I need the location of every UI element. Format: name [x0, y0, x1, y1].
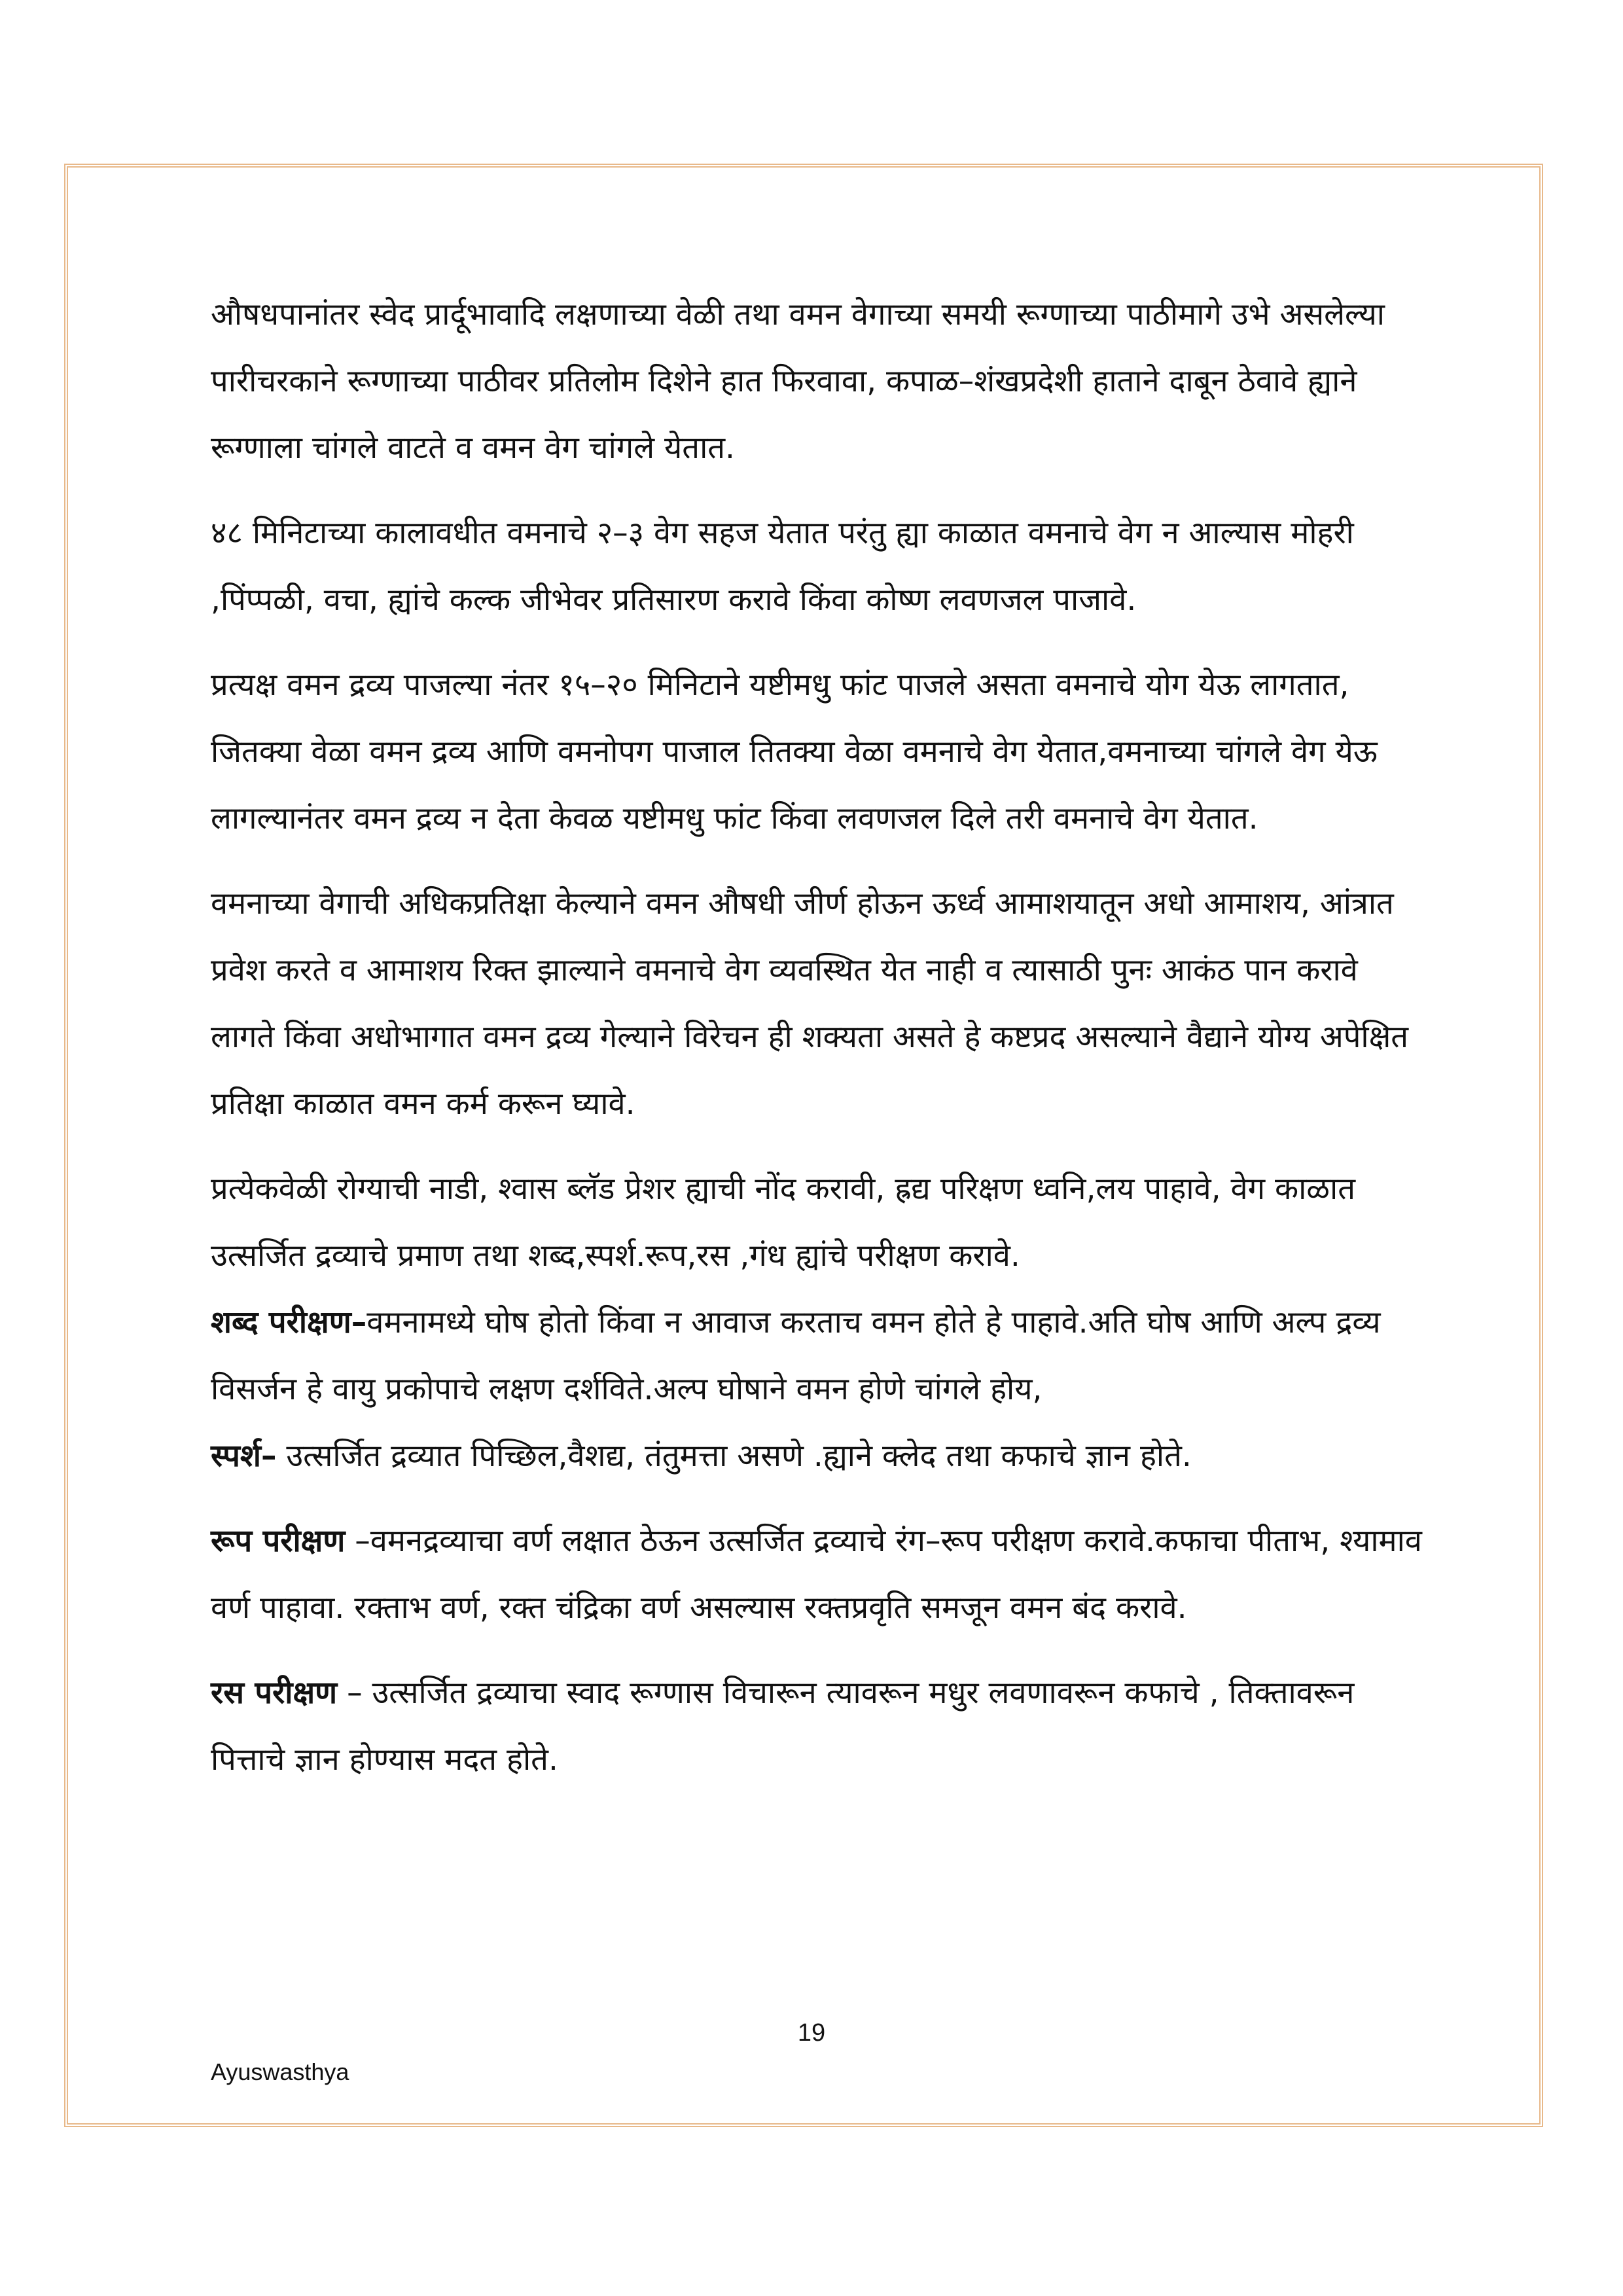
- roop-label: रूप परीक्षण: [211, 1523, 346, 1559]
- rasa-label: रस परीक्षण: [211, 1675, 338, 1711]
- paragraph-2: ४८ मिनिटाच्या कालावधीत वमनाचे २–३ वेग सहज येतात परंतु ह्या काळात वमनाचे वेग न आल्यास मोहरी ,पिंप्पळी, वचा, ह्यांचे कल्क जीभेवर प्रतिसारण करावे किंवा कोष्ण लवणजल पाजावे.: [211, 515, 1354, 618]
- roop-text: –वमनद्रव्याचा वर्ण लक्षात ठेऊन उत्सर्जित द्रव्याचे रंग–रूप परीक्षण करावे.कफाचा पीताभ, श्यामाव वर्ण पाहावा. रक्ताभ वर्ण, रक्त चंद्रिका वर्ण असल्यास रक्तप्रवृति समजून वमन बंद करावे.: [211, 1523, 1422, 1626]
- paragraph-5: [211, 1156, 1428, 1490]
- sparsha-text: उत्सर्जित द्रव्यात पिच्छिल,वैशद्य, तंतुमत्ता असणे .ह्याने क्लेद तथा कफाचे ज्ञान होते.: [276, 1438, 1192, 1474]
- rasa-section: [211, 1660, 1428, 1793]
- rasa-text: – उत्सर्जित द्रव्याचा स्वाद रूग्णास विचारून त्यावरून मधुर लवणावरून कफाचे , तिक्तावरून पित्ताचे ज्ञान होण्यास मदत होते.: [211, 1675, 1355, 1778]
- sparsha-section: [211, 1423, 1428, 1490]
- paragraph-1: औषधपानांतर स्वेद प्रार्दूभावादि लक्षणाच्या वेळी तथा वमन वेगाच्या समयी रूग्णाच्या पाठीमागे उभे असलेल्या पारीचरकाने रूग्णाच्या पाठीवर प्रतिलोम दिशेने हात फिरवावा, कपाळ–शंखप्रदेशी हाताने दाबून ठेवावे ह्याने रूग्णाला चांगले वाटते व वमन वेग चांगले येतात.: [211, 296, 1385, 466]
- shabda-section: [211, 1289, 1428, 1423]
- paragraph-4: वमनाच्या वेगाची अधिकप्रतिक्षा केल्याने वमन औषधी जीर्ण होऊन ऊर्ध्व आमाशयातून अधो आमाशय, आंत्रात प्रवेश करते व आमाशय रिक्त झाल्याने वमनाचे वेग व्यवस्थित येत नाही व त्यासाठी पुनः आकंठ पान करावे लागते किंवा अधोभागात वमन द्रव्य गेल्याने विरेचन ही शक्यता असते हे कष्टप्रद असल्याने वैद्याने योग्य अपेक्षित प्रतिक्षा काळात वमन कर्म करून घ्यावे.: [211, 886, 1409, 1122]
- paragraph-3: प्रत्यक्ष वमन द्रव्य पाजल्या नंतर १५–२० मिनिटाने यष्टीमधु फांट पाजले असता वमनाचे योग येऊ लागतात, जितक्या वेळा वमन द्रव्य आणि वमनोपग पाजाल तितक्या वेळा वमनाचे वेग येतात,वमनाच्या चांगले वेग येऊ लागल्यानंतर वमन द्रव्य न देता केवळ यष्टीमधु फांट किंवा लवणजल दिले तरी वमनाचे वेग येतात.: [211, 667, 1378, 836]
- roop-section: [211, 1508, 1428, 1641]
- sparsha-label: स्पर्श–: [211, 1438, 277, 1474]
- paragraph-5-intro: प्रत्येकवेळी रोग्याची नाडी, श्वास ब्लॅड प्रेशर ह्याची नोंद करावी, ह्रद्य परिक्षण ध्वनि,लय पाहावे, वेग काळात उत्सर्जित द्रव्याचे प्रमाण तथा शब्द,स्पर्श.रूप,रस ,गंध ह्यांचे परीक्षण करावे.: [211, 1171, 1355, 1274]
- shabda-label: शब्द परीक्षण–: [211, 1304, 367, 1340]
- shabda-text: वमनामध्ये घोष होतो किंवा न आवाज करताच वमन होते हे पाहावे.अति घोष आणि अल्प द्रव्य विसर्जन हे वायु प्रकोपाचे लक्षण दर्शविते.अल्प घोषाने वमन होणे चांगले होय,: [211, 1304, 1381, 1407]
- page-number: 19: [797, 2019, 826, 2047]
- document-body: [211, 281, 1428, 1812]
- footer-brand: Ayuswasthya: [211, 2058, 349, 2085]
